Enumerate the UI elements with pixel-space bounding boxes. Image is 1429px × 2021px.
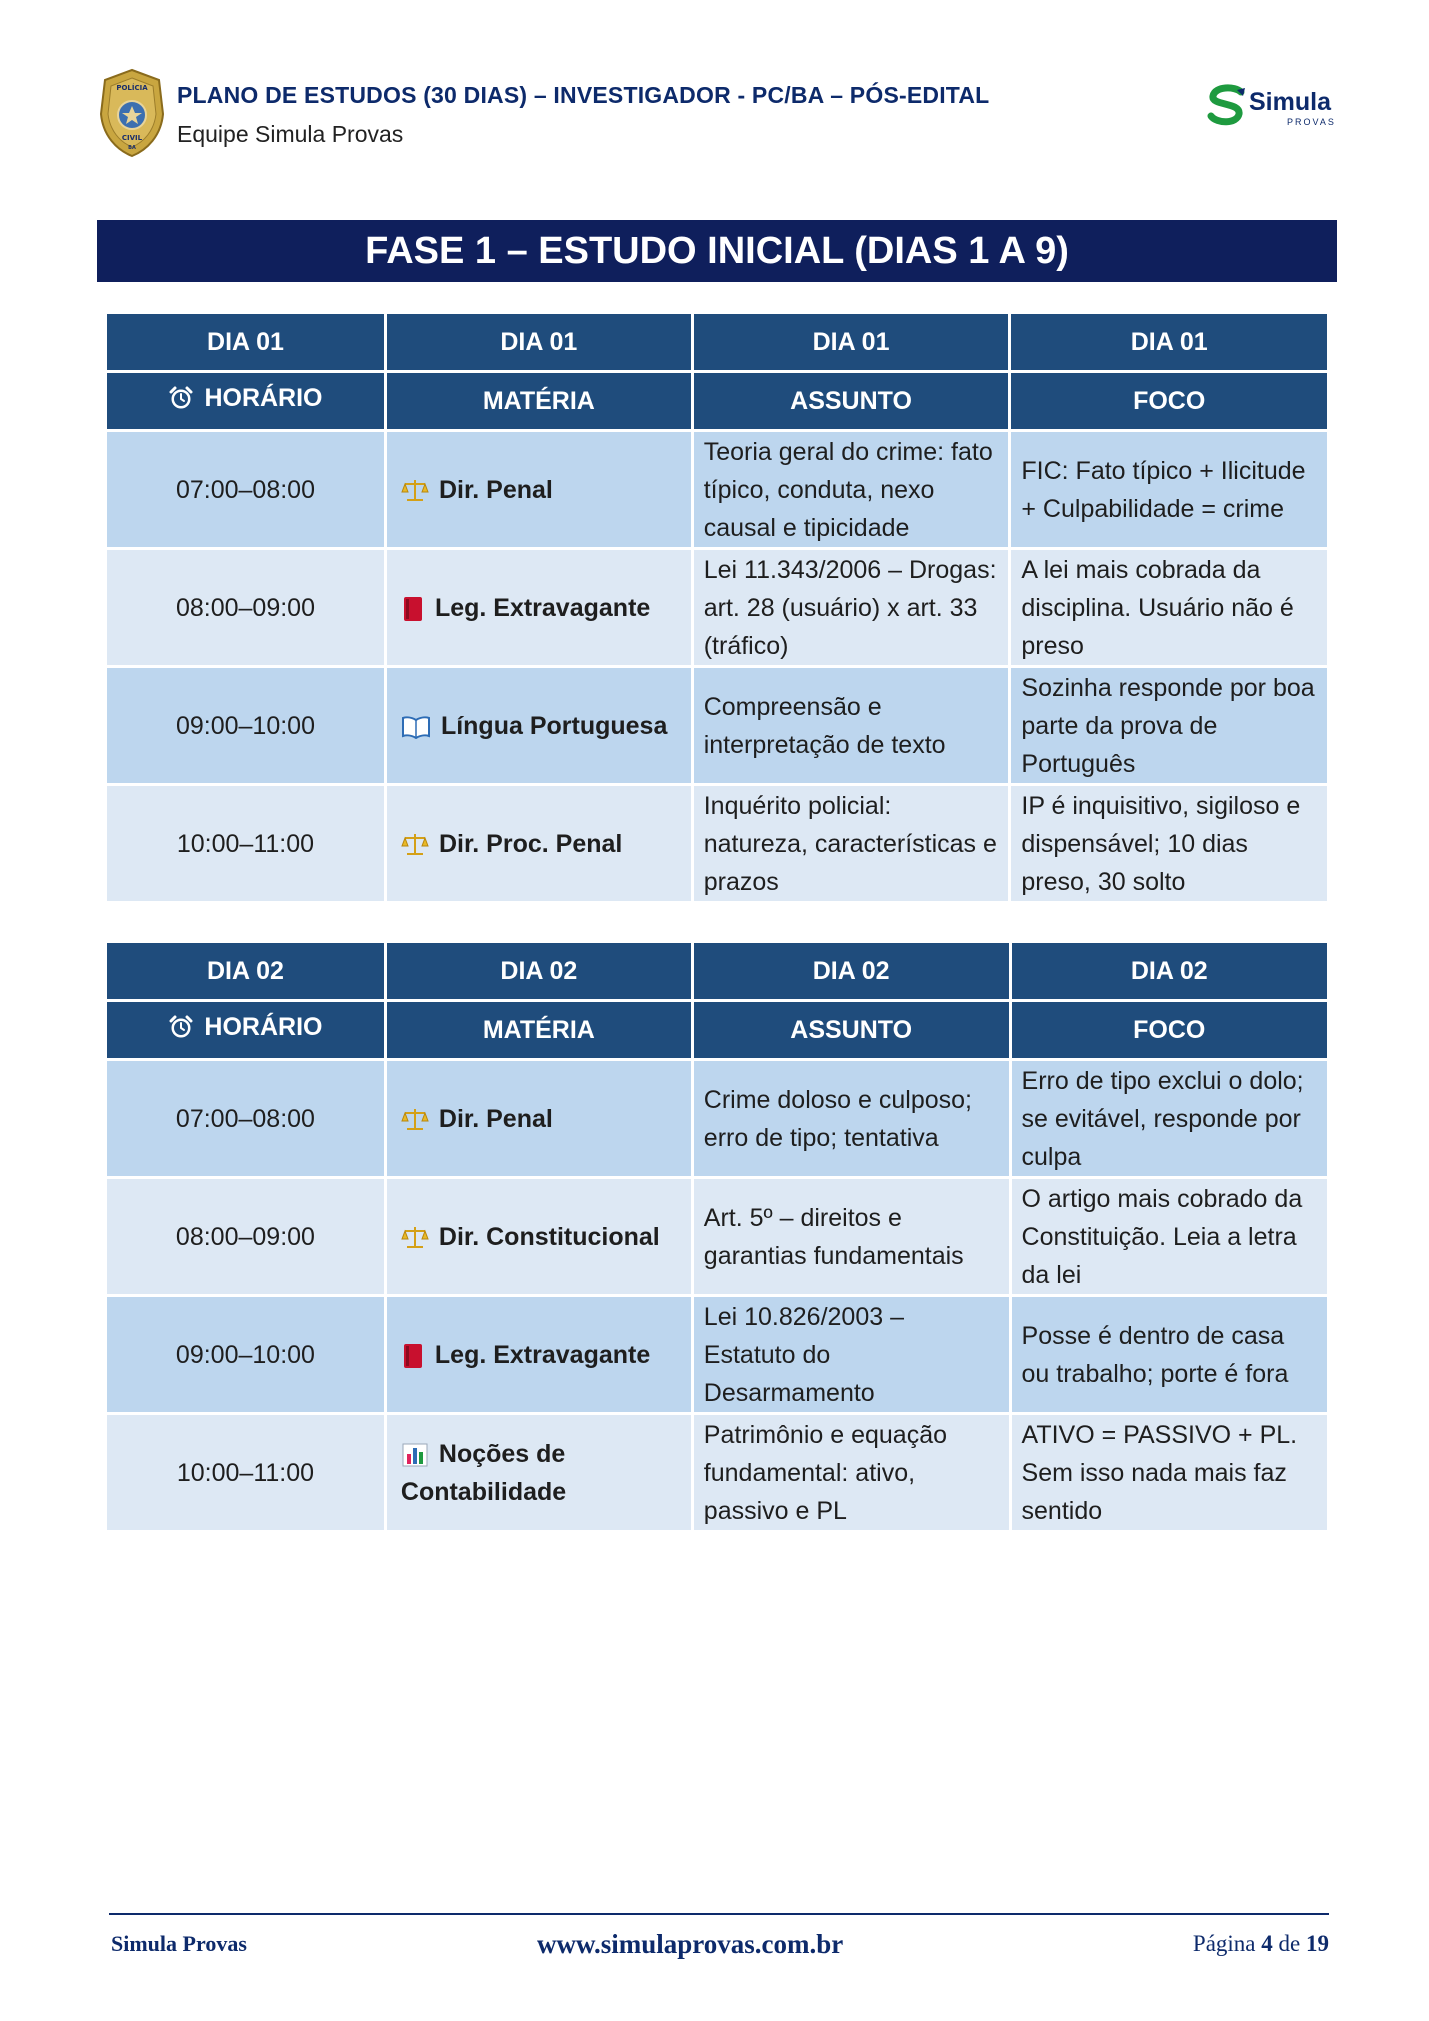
alarm-clock-icon xyxy=(168,385,194,411)
day-label-cell: DIA 01 xyxy=(694,314,1009,370)
red-book-icon xyxy=(401,1342,425,1370)
svg-text:CIVIL: CIVIL xyxy=(121,134,143,142)
page-number xyxy=(1193,1931,1329,1957)
page-current: 4 xyxy=(1261,1931,1273,1956)
subject-cell xyxy=(387,432,691,547)
phase-banner: FASE 1 – ESTUDO INICIAL (DIAS 1 A 9) xyxy=(97,220,1337,282)
svg-text:BA: BA xyxy=(128,145,136,151)
time-cell: 08:00–09:00 xyxy=(107,550,384,665)
simula-provas-logo xyxy=(1207,84,1337,128)
page-total: 19 xyxy=(1306,1931,1329,1956)
page-header xyxy=(97,68,1337,168)
focus-cell: IP é inquisitivo, sigiloso e dispensável; 10 dias preso, 30 solto xyxy=(1011,786,1327,901)
day-label-cell: DIA 01 xyxy=(387,314,691,370)
schedule-row xyxy=(107,668,1327,783)
brand-s-icon xyxy=(1207,84,1247,126)
focus-cell: A lei mais cobrada da disciplina. Usuário não é preso xyxy=(1011,550,1327,665)
column-header-label: HORÁRIO xyxy=(204,1012,323,1041)
time-cell: 08:00–09:00 xyxy=(107,1179,384,1294)
time-cell: 10:00–11:00 xyxy=(107,786,384,901)
column-header-time xyxy=(107,1002,384,1058)
scales-icon xyxy=(401,1225,429,1251)
column-header-focus: FOCO xyxy=(1012,1002,1327,1058)
bar-chart-icon xyxy=(401,1442,429,1468)
subject-label: Língua Portuguesa xyxy=(440,711,668,740)
topic-cell: Lei 10.826/2003 – Estatuto do Desarmamento xyxy=(694,1297,1009,1412)
footer-brand: Simula Provas xyxy=(111,1931,247,1956)
schedule-row xyxy=(107,1179,1327,1294)
topic-cell: Lei 11.343/2006 – Drogas: art. 28 (usuário) x art. 33 (tráfico) xyxy=(694,550,1009,665)
day-label-cell: DIA 01 xyxy=(107,314,384,370)
schedule-row xyxy=(107,1297,1327,1412)
column-header-label: HORÁRIO xyxy=(204,383,323,412)
subject-label: Noções de Contabilidade xyxy=(400,1439,567,1506)
time-cell: 07:00–08:00 xyxy=(107,1061,384,1176)
column-header-time xyxy=(107,373,384,429)
subject-label: Leg. Extravagante xyxy=(434,1340,651,1369)
subject-cell xyxy=(387,1179,691,1294)
focus-cell: Sozinha responde por boa parte da prova de Português xyxy=(1011,668,1327,783)
time-cell: 10:00–11:00 xyxy=(107,1415,384,1530)
day-label-cell: DIA 02 xyxy=(694,943,1009,999)
focus-cell: FIC: Fato típico + Ilicitude + Culpabilidade = crime xyxy=(1011,432,1327,547)
footer-website-link[interactable]: www.simulaprovas.com.br xyxy=(537,1929,844,1959)
page-prefix: Página xyxy=(1192,1931,1256,1956)
day-label-cell: DIA 02 xyxy=(1012,943,1327,999)
day-label-cell: DIA 01 xyxy=(1011,314,1327,370)
subject-cell xyxy=(387,668,691,783)
svg-text:POLÍCIA: POLÍCIA xyxy=(116,84,148,92)
column-header-subject: MATÉRIA xyxy=(387,1002,691,1058)
open-book-icon xyxy=(401,715,431,739)
topic-cell: Crime doloso e culposo; erro de tipo; tentativa xyxy=(694,1061,1009,1176)
police-badge-icon xyxy=(97,68,167,158)
topic-cell: Inquérito policial: natureza, características e prazos xyxy=(694,786,1009,901)
scales-icon xyxy=(401,478,429,504)
day-01-schedule-table xyxy=(104,311,1330,904)
subject-cell xyxy=(387,786,691,901)
focus-cell: Posse é dentro de casa ou trabalho; porte é fora xyxy=(1012,1297,1327,1412)
alarm-clock-icon xyxy=(168,1014,194,1040)
time-cell: 09:00–10:00 xyxy=(107,668,384,783)
day-02-schedule-table xyxy=(104,940,1330,1533)
subject-label: Dir. Constitucional xyxy=(438,1222,660,1251)
footer-divider xyxy=(109,1913,1329,1915)
topic-cell: Compreensão e interpretação de texto xyxy=(694,668,1009,783)
subject-label: Dir. Penal xyxy=(438,475,553,504)
time-cell: 09:00–10:00 xyxy=(107,1297,384,1412)
day-label-cell: DIA 02 xyxy=(107,943,384,999)
focus-cell: Erro de tipo exclui o dolo; se evitável, responde por culpa xyxy=(1012,1061,1327,1176)
day-label-row xyxy=(107,314,1327,370)
day-label-cell: DIA 02 xyxy=(387,943,691,999)
subject-cell xyxy=(387,1415,691,1530)
column-header-topic: ASSUNTO xyxy=(694,1002,1009,1058)
subject-label: Dir. Proc. Penal xyxy=(438,829,623,858)
brand-name: Simula xyxy=(1249,88,1331,116)
red-book-icon xyxy=(401,595,425,623)
scales-icon xyxy=(401,832,429,858)
scales-icon xyxy=(401,1107,429,1133)
subject-cell xyxy=(387,550,691,665)
topic-cell: Teoria geral do crime: fato típico, conduta, nexo causal e tipicidade xyxy=(694,432,1009,547)
brand-subtext: PROVAS xyxy=(1287,117,1336,127)
column-header-focus: FOCO xyxy=(1011,373,1327,429)
schedule-row xyxy=(107,786,1327,901)
schedule-row xyxy=(107,432,1327,547)
column-header-row xyxy=(107,373,1327,429)
focus-cell: O artigo mais cobrado da Constituição. Leia a letra da lei xyxy=(1012,1179,1327,1294)
time-cell: 07:00–08:00 xyxy=(107,432,384,547)
focus-cell: ATIVO = PASSIVO + PL. Sem isso nada mais faz sentido xyxy=(1012,1415,1327,1530)
document-title: PLANO DE ESTUDOS (30 DIAS) – INVESTIGADOR - PC/BA – PÓS-EDITAL xyxy=(177,82,990,108)
day-label-row xyxy=(107,943,1327,999)
column-header-row xyxy=(107,1002,1327,1058)
subject-cell xyxy=(387,1297,691,1412)
page-of: de xyxy=(1278,1931,1301,1956)
subject-cell xyxy=(387,1061,691,1176)
topic-cell: Art. 5º – direitos e garantias fundamentais xyxy=(694,1179,1009,1294)
schedule-row xyxy=(107,1061,1327,1176)
column-header-subject: MATÉRIA xyxy=(387,373,691,429)
column-header-topic: ASSUNTO xyxy=(694,373,1009,429)
subject-label: Dir. Penal xyxy=(438,1104,553,1133)
schedule-row xyxy=(107,1415,1327,1530)
topic-cell: Patrimônio e equação fundamental: ativo, passivo e PL xyxy=(694,1415,1009,1530)
document-subtitle: Equipe Simula Provas xyxy=(177,121,404,147)
subject-label: Leg. Extravagante xyxy=(434,593,651,622)
schedule-row xyxy=(107,550,1327,665)
